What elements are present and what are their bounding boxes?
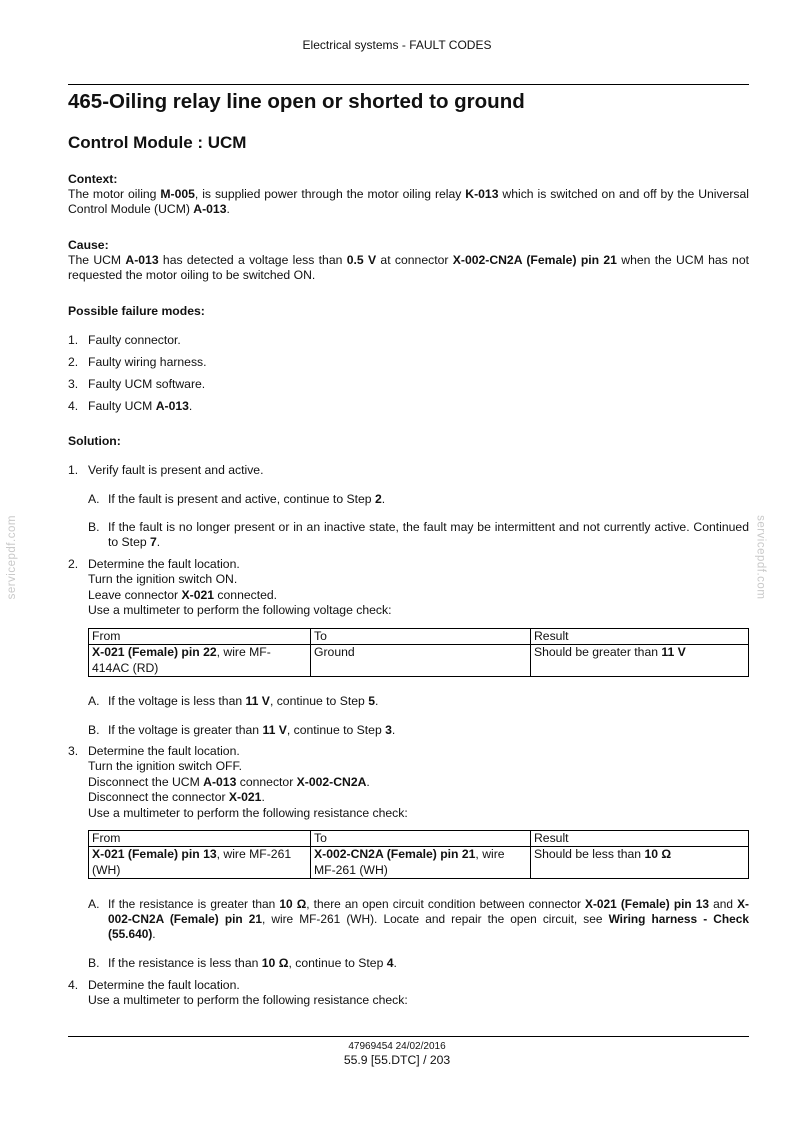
substep-text-part: .	[152, 927, 156, 941]
context-text: , is supplied power through the motor oiling relay	[194, 187, 466, 201]
step-line-part: Disconnect the UCM	[88, 774, 204, 789]
control-module-heading: Control Module : UCM	[68, 133, 247, 152]
step-line-part: connector	[236, 774, 297, 789]
step-line: Turn the ignition switch ON.	[88, 572, 238, 587]
cell-bold: X-021 (Female) pin 22	[92, 645, 217, 660]
table-row	[89, 847, 749, 879]
footer-doc-code: 47969454 24/02/2016	[348, 1041, 446, 1052]
cell-bold: X-021 (Female) pin 13	[92, 847, 217, 862]
ucm-ref: A-013	[125, 253, 159, 267]
substep-label: A.	[88, 694, 100, 708]
step-number: 3.	[68, 744, 79, 758]
substep-text-part: , continue to Step	[288, 956, 387, 970]
substep-text	[108, 694, 749, 709]
page-title: 465-Oiling relay line open or shorted to ground	[68, 90, 525, 113]
substep-text-part: If the voltage is less than	[108, 694, 246, 708]
list-item-text: Faulty UCM	[88, 399, 156, 413]
cause-text: when the UCM has not requested the motor oiling to be switched ON.	[68, 253, 749, 283]
substep-label: B.	[88, 956, 100, 970]
substep-text	[108, 897, 749, 942]
voltage-threshold: 0.5 V	[346, 253, 377, 267]
step-line-part: connected.	[214, 587, 278, 602]
cell-text: Should be less than	[534, 847, 645, 862]
connector-ref: X-021 (Female) pin 13	[585, 897, 710, 911]
step-line-part: .	[366, 774, 370, 789]
watermark-left: servicepdf.com	[5, 515, 18, 600]
table-header: To	[311, 629, 531, 645]
substep-text-part: , there an open circuit condition between connector	[306, 897, 586, 911]
table-header-row	[89, 629, 749, 645]
cell-bold: 10 Ω	[644, 847, 672, 862]
connector-ref: X-021	[181, 587, 215, 602]
context-heading: Context:	[68, 172, 118, 186]
substep-text	[108, 723, 749, 738]
substep-text-part: If the resistance is greater than	[108, 897, 280, 911]
substep-text-part: , wire MF-261 (WH). Locate and repair the open circuit, see	[261, 912, 609, 926]
context-paragraph	[68, 187, 749, 218]
table-row	[89, 645, 749, 677]
ucm-ref: A-013	[193, 202, 227, 217]
cause-heading: Cause:	[68, 238, 109, 252]
substep-text-part: .	[393, 956, 397, 970]
value-ref: 10 Ω	[279, 897, 307, 911]
table-header: Result	[531, 831, 749, 847]
cell-text: Should be greater than	[534, 645, 662, 660]
cause-text: at connector	[376, 253, 453, 267]
connector-ref: X-002-CN2A (Female) pin 21	[452, 253, 617, 267]
step-line: Turn the ignition switch OFF.	[88, 759, 242, 774]
list-item: Faulty wiring harness.	[88, 355, 207, 369]
watermark-right: servicepdf.com	[754, 515, 767, 600]
context-text: .	[226, 202, 230, 217]
relay-ref: K-013	[465, 187, 499, 201]
step-number: 1.	[68, 463, 79, 477]
solution-heading: Solution:	[68, 434, 121, 448]
step-line	[88, 790, 749, 805]
table-header: From	[89, 629, 311, 645]
table-cell-to: Ground	[311, 645, 531, 677]
value-ref: 11 V	[245, 694, 270, 708]
step-line-part: Disconnect the connector	[88, 790, 229, 805]
connector-ref: X-002-CN2A	[296, 774, 367, 789]
list-number: 3.	[68, 377, 79, 391]
substep-text-part: .	[391, 723, 396, 737]
step-text	[88, 978, 749, 1009]
table-header-row	[89, 831, 749, 847]
wiring-harness-check-ref: Wiring harness - Check (55.640)	[108, 912, 749, 941]
substep-text	[108, 956, 749, 971]
list-item	[88, 399, 749, 414]
step-line: Use a multimeter to perform the following resistance check:	[88, 805, 408, 820]
step-line: Determine the fault location.	[88, 978, 240, 992]
cell-text: , wire MF-261 (WH)	[314, 847, 505, 877]
substep-text-part: .	[156, 535, 161, 550]
table-cell-result	[531, 645, 749, 677]
substep-text-part: .	[381, 492, 386, 506]
ucm-ref: A-013	[203, 774, 237, 789]
list-item: Faulty UCM software.	[88, 377, 206, 391]
substep-label: A.	[88, 492, 100, 506]
substep-text-part: If the fault is no longer present or in an inactive state, the fault may be intermittent and not currently active. Continued to Step	[108, 520, 749, 550]
value-ref: 10 Ω	[261, 956, 289, 970]
substep-text-part: If the fault is present and active, continue to Step	[108, 492, 375, 506]
resistance-check-table	[88, 830, 749, 879]
step-ref: 2	[374, 492, 382, 506]
step-line: Use a multimeter to perform the following voltage check:	[88, 603, 392, 618]
substep-label: B.	[88, 520, 100, 534]
step-line-part: .	[261, 790, 265, 805]
step-line-part: Leave connector	[88, 587, 182, 602]
substep-text-part: , continue to Step	[269, 694, 369, 708]
step-number: 2.	[68, 557, 79, 571]
cell-text: , wire MF-261 (WH)	[92, 847, 292, 877]
list-number: 1.	[68, 333, 79, 347]
step-text	[88, 557, 749, 619]
substep-text	[108, 520, 749, 551]
step-ref: 3	[385, 723, 392, 737]
substep-text-part: If the voltage is greater than	[108, 723, 263, 737]
list-item: Faulty connector.	[88, 333, 181, 347]
substep-text-part: If the resistance is less than	[108, 956, 262, 970]
connector-ref: X-002-CN2A (Female) pin 21	[108, 897, 749, 926]
substep-text-part: and	[709, 897, 738, 911]
cause-paragraph	[68, 253, 749, 284]
list-number: 2.	[68, 355, 79, 369]
cause-text: has detected a voltage less than	[158, 253, 347, 267]
step-line	[88, 588, 749, 603]
step-line: Determine the fault location.	[88, 557, 240, 571]
ucm-ref: A-013	[155, 399, 189, 413]
context-text: which is switched on and off by the Universal Control Module (UCM)	[68, 187, 749, 217]
cell-bold: 11 V	[661, 645, 686, 660]
table-header: Result	[531, 629, 749, 645]
connector-ref: X-021	[228, 790, 262, 805]
footer-page-number: 55.9 [55.DTC] / 203	[343, 1053, 451, 1067]
context-text: The motor oiling	[68, 187, 161, 201]
table-cell-to	[311, 847, 531, 879]
list-number: 4.	[68, 399, 79, 413]
table-cell-from	[89, 645, 311, 677]
substep-text-part: , continue to Step	[286, 723, 386, 737]
substep-label: B.	[88, 723, 100, 737]
header-rule	[68, 84, 749, 85]
step-ref: 4	[386, 956, 394, 970]
cause-text: The UCM	[68, 253, 126, 267]
step-ref: 5	[368, 694, 375, 708]
step-line: Use a multimeter to perform the following resistance check:	[88, 993, 408, 1008]
step-ref: 7	[150, 535, 157, 550]
voltage-check-table	[88, 628, 749, 677]
step-text: Verify fault is present and active.	[88, 463, 264, 477]
cell-bold: X-002-CN2A (Female) pin 21	[314, 847, 476, 862]
table-cell-result	[531, 847, 749, 879]
step-text	[88, 744, 749, 821]
table-header: From	[89, 831, 311, 847]
step-number: 4.	[68, 978, 79, 992]
motor-oiling-ref: M-005	[160, 187, 195, 201]
table-cell-from	[89, 847, 311, 879]
step-line	[88, 775, 749, 790]
step-line: Determine the fault location.	[88, 744, 240, 758]
footer-rule	[68, 1036, 749, 1037]
substep-label: A.	[88, 897, 100, 911]
failure-modes-heading: Possible failure modes:	[68, 304, 205, 318]
value-ref: 11 V	[262, 723, 287, 737]
table-header: To	[311, 831, 531, 847]
substep-text	[108, 492, 749, 507]
cell-text: , wire MF-414AC (RD)	[92, 645, 271, 675]
substep-text-part: .	[374, 694, 379, 708]
list-item-text: .	[188, 399, 193, 413]
running-header: Electrical systems - FAULT CODES	[302, 38, 492, 52]
